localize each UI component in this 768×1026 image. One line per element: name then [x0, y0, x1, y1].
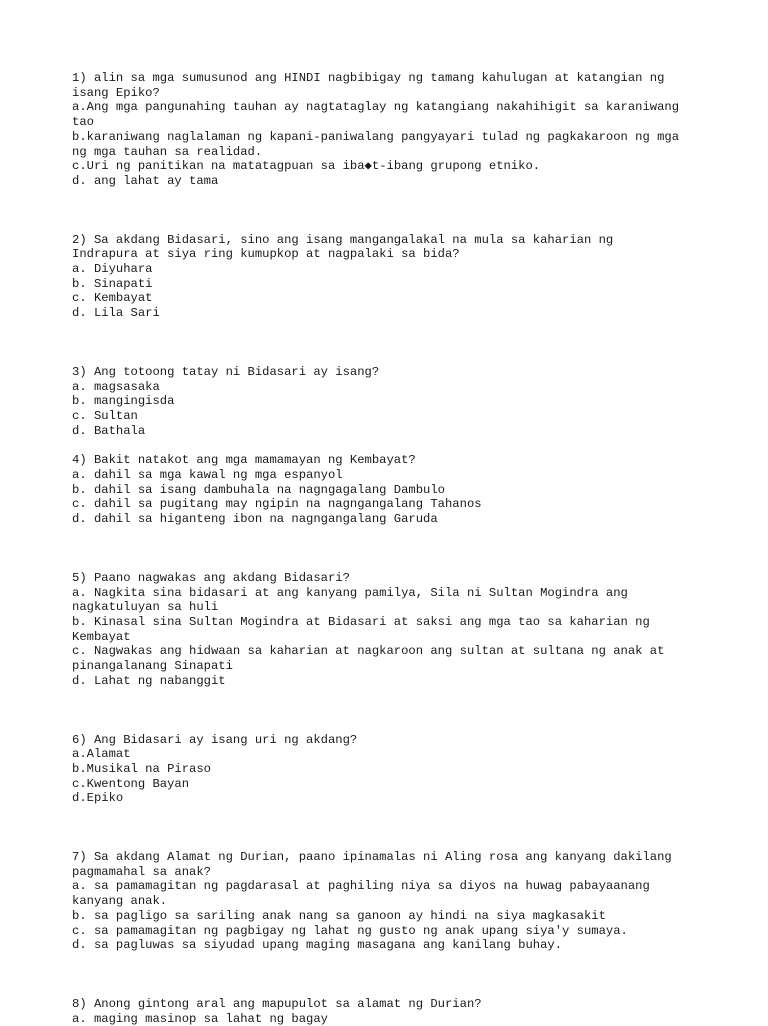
answer-option: c. sa pamamagitan ng pagbigay ng lahat ng gusto ng anak upang siya'y sumaya. — [72, 923, 628, 938]
answer-option: d. ang lahat ay tama — [72, 173, 219, 188]
answer-option: b. Kinasal sina Sultan Mogindra at Bidasari at saksi ang mga tao sa kaharian ng — [72, 614, 650, 629]
answer-option: a. magsasaka — [72, 379, 160, 394]
spacer — [72, 806, 732, 850]
answer-option: tao — [72, 115, 94, 130]
answer-option: pinangalanang Sinapati — [72, 659, 233, 674]
answer-option: b.karaniwang naglalaman ng kapani-paniwalang pangyayari tulad ng pagkakaroon ng mga — [72, 129, 680, 144]
question-stem: 6) Ang Bidasari ay isang uri ng akdang? — [72, 732, 358, 747]
question-stem: 7) Sa akdang Alamat ng Durian, paano ipinamalas ni Aling rosa ang kanyang dakilang — [72, 850, 672, 865]
answer-option: d.Epiko — [72, 791, 124, 806]
answer-option: kanyang anak. — [72, 894, 168, 909]
answer-option: d. dahil sa higanteng ibon na nagngangalang Garuda — [72, 512, 438, 527]
answer-option: a.Ang mga pangunahing tauhan ay nagtataglay ng katangiang nakahihigit sa karaniwang — [72, 100, 680, 115]
answer-option: a. Diyuhara — [72, 262, 153, 277]
question-stem: 1) alin sa mga sumusunod ang HINDI nagbibigay ng tamang kahulugan at katangian ng — [72, 71, 665, 85]
spacer — [72, 189, 732, 233]
answer-option: c. Kembayat — [72, 291, 153, 306]
answer-option: d. Lila Sari — [72, 306, 160, 321]
question-stem: 5) Paano nagwakas ang akdang Bidasari? — [72, 570, 350, 585]
question-6 — [72, 733, 732, 807]
question-stem: 3) Ang totoong tatay ni Bidasari ay isang? — [72, 364, 380, 379]
spacer — [72, 321, 732, 365]
question-8 — [72, 997, 732, 1026]
question-stem: 8) Anong gintong aral ang mapupulot sa alamat ng Durian? — [72, 996, 482, 1011]
answer-option: b. sa pagligo sa sariling anak nang sa ganoon ay hindi na siya magkasakit — [72, 908, 606, 923]
document-page — [72, 71, 732, 1026]
spacer — [72, 689, 732, 733]
answer-option: d. Bathala — [72, 423, 146, 438]
answer-option: d. Lahat ng nabanggit — [72, 673, 226, 688]
spacer — [72, 438, 732, 453]
answer-option: a. maging masinop sa lahat ng bagay — [72, 1011, 328, 1026]
answer-option: b. mangingisda — [72, 394, 175, 409]
answer-option: b. dahil sa isang dambuhala na nagngagalang Dambulo — [72, 482, 445, 497]
answer-option: b. Sinapati — [72, 276, 153, 291]
answer-option: a. sa pamamagitan ng pagdarasal at paghiling niya sa diyos na huwag pabayaanang — [72, 879, 650, 894]
question-stem: isang Epiko? — [72, 85, 160, 100]
question-4 — [72, 453, 732, 527]
question-stem: pagmamahal sa anak? — [72, 864, 211, 879]
question-stem: 2) Sa akdang Bidasari, sino ang isang mangangalakal na mula sa kaharian ng — [72, 232, 614, 247]
answer-option: c. Sultan — [72, 408, 138, 423]
answer-option: a. dahil sa mga kawal ng mga espanyol — [72, 468, 343, 483]
question-7 — [72, 850, 732, 953]
answer-option: ng mga tauhan sa realidad. — [72, 144, 263, 159]
question-5 — [72, 571, 732, 689]
answer-option: Kembayat — [72, 629, 131, 644]
answer-option: c. Nagwakas ang hidwaan sa kaharian at nagkaroon ang sultan at sultana ng anak at — [72, 644, 665, 659]
answer-option: a.Alamat — [72, 747, 131, 762]
question-stem: 4) Bakit natakot ang mga mamamayan ng Kembayat? — [72, 453, 416, 468]
answer-option: a. Nagkita sina bidasari at ang kanyang pamilya, Sila ni Sultan Mogindra ang — [72, 585, 628, 600]
answer-option: d. sa pagluwas sa siyudad upang maging masagana ang kanilang buhay. — [72, 938, 563, 953]
question-stem: Indrapura at siya ring kumupkop at nagpalaki sa bida? — [72, 247, 460, 262]
answer-option: c. dahil sa pugitang may ngipin na nagngangalang Tahanos — [72, 497, 482, 512]
answer-option: c.Kwentong Bayan — [72, 776, 190, 791]
question-3 — [72, 365, 732, 439]
spacer — [72, 953, 732, 997]
question-1 — [72, 71, 732, 189]
question-2 — [72, 233, 732, 321]
answer-option: b.Musikal na Piraso — [72, 761, 211, 776]
spacer — [72, 527, 732, 571]
answer-option: c.Uri ng panitikan na matatagpuan sa iba◆t-ibang grupong etniko. — [72, 159, 541, 174]
answer-option: nagkatuluyan sa huli — [72, 600, 219, 615]
